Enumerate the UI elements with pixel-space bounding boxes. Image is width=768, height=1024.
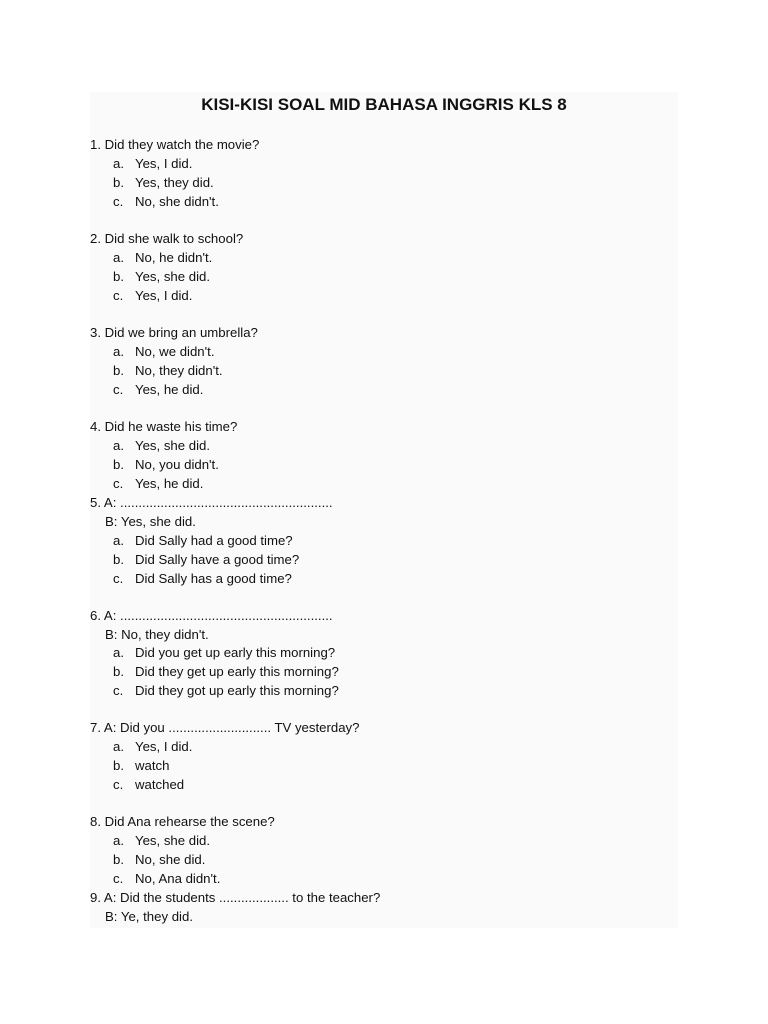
- option-text: Did you get up early this morning?: [135, 645, 336, 660]
- option-text: Yes, he did.: [135, 382, 204, 397]
- option-letter: b.: [113, 457, 124, 472]
- question-8-stem: 8. Did Ana rehearse the scene?: [90, 814, 275, 829]
- option-text: Yes, they did.: [135, 175, 214, 190]
- option-letter: c.: [113, 683, 124, 698]
- option-text: No, Ana didn't.: [135, 871, 221, 886]
- option-text: Yes, he did.: [135, 476, 204, 491]
- question-6-stem: 6. A: ..........................................................: [90, 608, 333, 623]
- option-text: Yes, I did.: [135, 156, 193, 171]
- option-text: Yes, I did.: [135, 288, 193, 303]
- option-text: Did Sally has a good time?: [135, 571, 292, 586]
- option-text: Did they get up early this morning?: [135, 664, 339, 679]
- option-letter: a.: [113, 739, 124, 754]
- question-9-response: B: Ye, they did.: [105, 909, 193, 924]
- option-text: Yes, she did.: [135, 269, 211, 284]
- question-4-stem: 4. Did he waste his time?: [90, 419, 238, 434]
- question-6-response: B: No, they didn't.: [105, 627, 209, 642]
- option-letter: c.: [113, 871, 124, 886]
- option-letter: a.: [113, 833, 124, 848]
- option-letter: c.: [113, 476, 124, 491]
- option-text: Did they got up early this morning?: [135, 683, 339, 698]
- option-letter: c.: [113, 288, 124, 303]
- option-text: watched: [135, 777, 185, 792]
- option-letter: c.: [113, 194, 124, 209]
- option-letter: b.: [113, 175, 124, 190]
- option-letter: a.: [113, 533, 124, 548]
- option-text: Did Sally have a good time?: [135, 552, 300, 567]
- option-letter: c.: [113, 571, 124, 586]
- option-letter: b.: [113, 852, 124, 867]
- document-title: KISI-KISI SOAL MID BAHASA INGGRIS KLS 8: [201, 95, 567, 114]
- option-letter: a.: [113, 250, 124, 265]
- option-text: Yes, she did.: [135, 438, 211, 453]
- question-1-stem: 1. Did they watch the movie?: [90, 137, 260, 152]
- option-text: Yes, she did.: [135, 833, 211, 848]
- option-letter: a.: [113, 645, 124, 660]
- question-3-stem: 3. Did we bring an umbrella?: [90, 325, 258, 340]
- option-text: No, we didn't.: [135, 344, 215, 359]
- option-letter: c.: [113, 777, 124, 792]
- option-text: No, she didn't.: [135, 194, 219, 209]
- option-text: No, you didn't.: [135, 457, 219, 472]
- question-5-response: B: Yes, she did.: [105, 514, 196, 529]
- option-text: watch: [135, 758, 170, 773]
- option-letter: b.: [113, 269, 124, 284]
- question-9-stem: 9. A: Did the students ................... to the teacher?: [90, 890, 381, 905]
- option-letter: a.: [113, 344, 124, 359]
- option-text: Did Sally had a good time?: [135, 533, 293, 548]
- question-7-stem: 7. A: Did you ............................ TV yesterday?: [90, 720, 360, 735]
- option-letter: a.: [113, 156, 124, 171]
- option-letter: b.: [113, 664, 124, 679]
- question-2-stem: 2. Did she walk to school?: [90, 231, 244, 246]
- option-letter: c.: [113, 382, 124, 397]
- question-5-stem: 5. A: ..........................................................: [90, 495, 333, 510]
- document-body: [90, 92, 678, 928]
- option-text: No, they didn't.: [135, 363, 223, 378]
- option-letter: b.: [113, 552, 124, 567]
- option-letter: a.: [113, 438, 124, 453]
- option-text: No, she did.: [135, 852, 206, 867]
- option-text: No, he didn't.: [135, 250, 213, 265]
- option-letter: b.: [113, 758, 124, 773]
- option-letter: b.: [113, 363, 124, 378]
- option-text: Yes, I did.: [135, 739, 193, 754]
